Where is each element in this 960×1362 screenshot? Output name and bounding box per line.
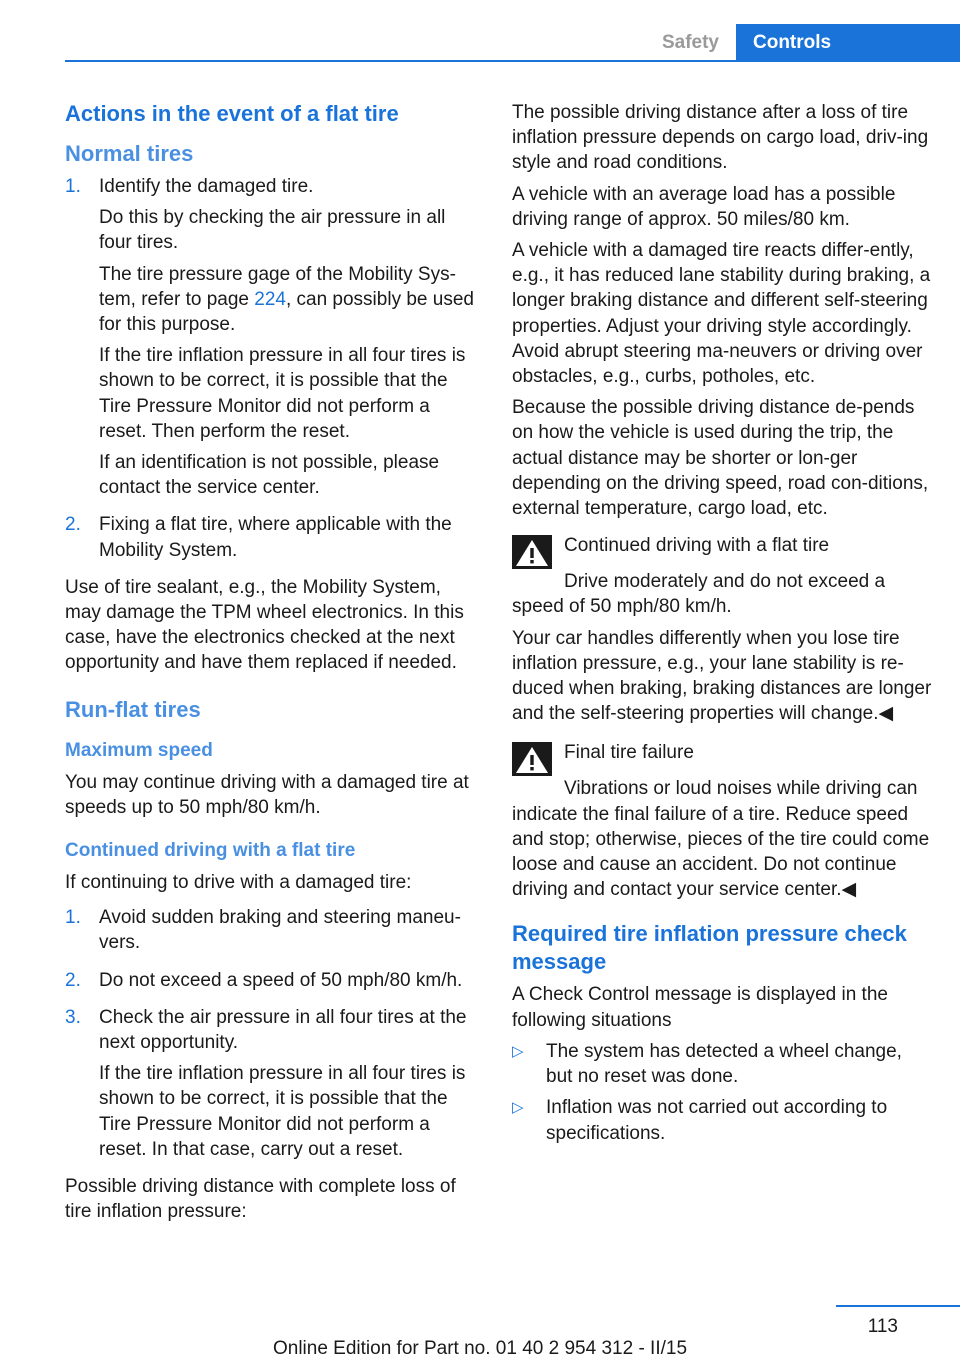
list-item-text: Do not exceed a speed of 50 mph/80 km/h. xyxy=(99,969,463,991)
list-item-text: If the tire inflation pressure in all four tires is shown to be correct, it is possible that the Tire Pressure Monitor did not perform a reset. Then perform the reset. xyxy=(99,345,466,442)
list-item-text: The system has detected a wheel change, but no reset was done. xyxy=(546,1040,902,1088)
header-rule xyxy=(65,60,960,62)
list-number: 1. xyxy=(65,907,81,929)
list-item-text: Check the air pressure in all four tires at the next opportunity. xyxy=(99,1006,467,1054)
paragraph-distance: Possible driving distance with complete loss of tire inflation pressure: xyxy=(65,1176,456,1223)
list-item xyxy=(65,512,480,568)
header-tab-controls[interactable] xyxy=(736,24,960,61)
paragraph-check-intro: A Check Control message is displayed in the following situations xyxy=(512,984,888,1031)
subsection-title-normal-tires: Normal tires xyxy=(65,141,194,166)
right-column xyxy=(512,100,932,1152)
page-reference-link[interactable]: 224 xyxy=(254,288,286,310)
header-tab-safety[interactable] xyxy=(640,24,735,61)
list-item-text xyxy=(99,262,480,338)
bullet-triangle-icon: ▷ xyxy=(512,1042,524,1060)
list-item-text: Inflation was not carried out according to specifications. xyxy=(546,1097,888,1144)
list-number: 3. xyxy=(65,1006,81,1028)
list-item-text: If an identification is not possible, please contact the service center. xyxy=(99,452,440,499)
list-item xyxy=(65,174,480,506)
header-tab-controls-label: Controls xyxy=(753,31,832,53)
list-item-text: If the tire inflation pressure in all four tires is shown to be correct, it is possible that the Tire Pressure Monitor did not perform a reset. In that case, carry out a reset. xyxy=(99,1063,466,1160)
paragraph-max-speed: You may continue driving with a damaged tire at speeds up to 50 mph/80 km/h. xyxy=(65,771,469,818)
list-item xyxy=(512,1039,932,1089)
list-number: 1. xyxy=(65,176,81,197)
section-title-flat-tire: Actions in the event of a flat tire xyxy=(65,101,399,126)
heading-maximum-speed: Maximum speed xyxy=(65,739,213,761)
list-item-title: Fixing a flat tire, where applicable with the Mobility System. xyxy=(99,514,452,561)
subsection-title-run-flat: Run-flat tires xyxy=(65,696,201,722)
paragraph-sealant: Use of tire sealant, e.g., the Mobility System, may damage the TPM wheel electronics. In this case, have the electronics checked at the next opportunity and have them replaced if needed. xyxy=(65,576,464,674)
list-item-text: Avoid sudden braking and steering maneu‐vers. xyxy=(99,907,461,954)
warning-title: Continued driving with a flat tire xyxy=(564,535,830,557)
warning-box xyxy=(512,533,932,726)
warning-icon xyxy=(512,535,552,569)
list-item xyxy=(512,1095,932,1145)
warning-text: Vibrations or loud noises while driving can indicate the final failure of a tire. Reduce speed and stop; otherwise, pieces of the tire could come loose and cause an accident. Do not continue driving and contact your service center.◀ xyxy=(512,778,930,901)
list-item xyxy=(65,905,480,961)
warning-title: Final tire failure xyxy=(564,742,694,764)
paragraph: A vehicle with a damaged tire reacts differ‐ently, e.g., it has reduced lane stability during braking, a longer braking distance and different self-steering properties. Adjust your driving style accordingly. Avoid abrupt steering ma‐neuvers or driving over obstacles, e.g., curbs, potholes, etc. xyxy=(512,240,931,388)
paragraph: Because the possible driving distance de‐pends on how the vehicle is used during the trip, the actual distance may be shorter or lon‐ger depending on the driving speed, road con‐ditions, external temperature, cargo load, etc. xyxy=(512,397,929,520)
list-item-title: Identify the damaged tire. xyxy=(99,176,314,197)
paragraph-continued-intro: If continuing to drive with a damaged tire: xyxy=(65,872,412,894)
page-number: 113 xyxy=(867,1316,898,1337)
list-number: 2. xyxy=(65,514,81,536)
list-number: 2. xyxy=(65,969,81,991)
warning-text: Drive moderately and do not exceed a speed of 50 mph/80 km/h. xyxy=(512,571,886,618)
bullet-triangle-icon: ▷ xyxy=(512,1099,524,1117)
section-title-pressure-check: Required tire inflation pressure check message xyxy=(512,921,907,975)
warning-icon xyxy=(512,742,552,776)
list-item-text: Do this by checking the air pressure in all four tires. xyxy=(99,207,446,254)
warning-text: Your car handles differently when you lose tire inflation pressure, e.g., your lane stability is re‐duced when braking, braking distances are longer and the self-steering properties will change.◀ xyxy=(512,627,932,725)
list-item xyxy=(65,1005,480,1168)
paragraph: A vehicle with an average load has a possible driving range of approx. 50 miles/80 km. xyxy=(512,183,896,230)
list-item xyxy=(65,968,480,999)
heading-continued-driving: Continued driving with a flat tire xyxy=(65,840,356,862)
footer-rule xyxy=(836,1305,960,1307)
warning-box xyxy=(512,740,932,902)
left-column xyxy=(65,100,480,1231)
header-tab-safety-label: Safety xyxy=(661,31,719,53)
text-span: The tire pressure gage of the Mobility Sys‐tem, refer to page xyxy=(99,263,456,310)
paragraph: The possible driving distance after a loss of tire inflation pressure depends on cargo load, driv‐ing style and road conditions. xyxy=(512,102,929,174)
footer-edition: Online Edition for Part no. 01 40 2 954 312 - II/15 xyxy=(272,1338,688,1359)
text-span: , can possibly be used for this purpose. xyxy=(99,288,474,336)
